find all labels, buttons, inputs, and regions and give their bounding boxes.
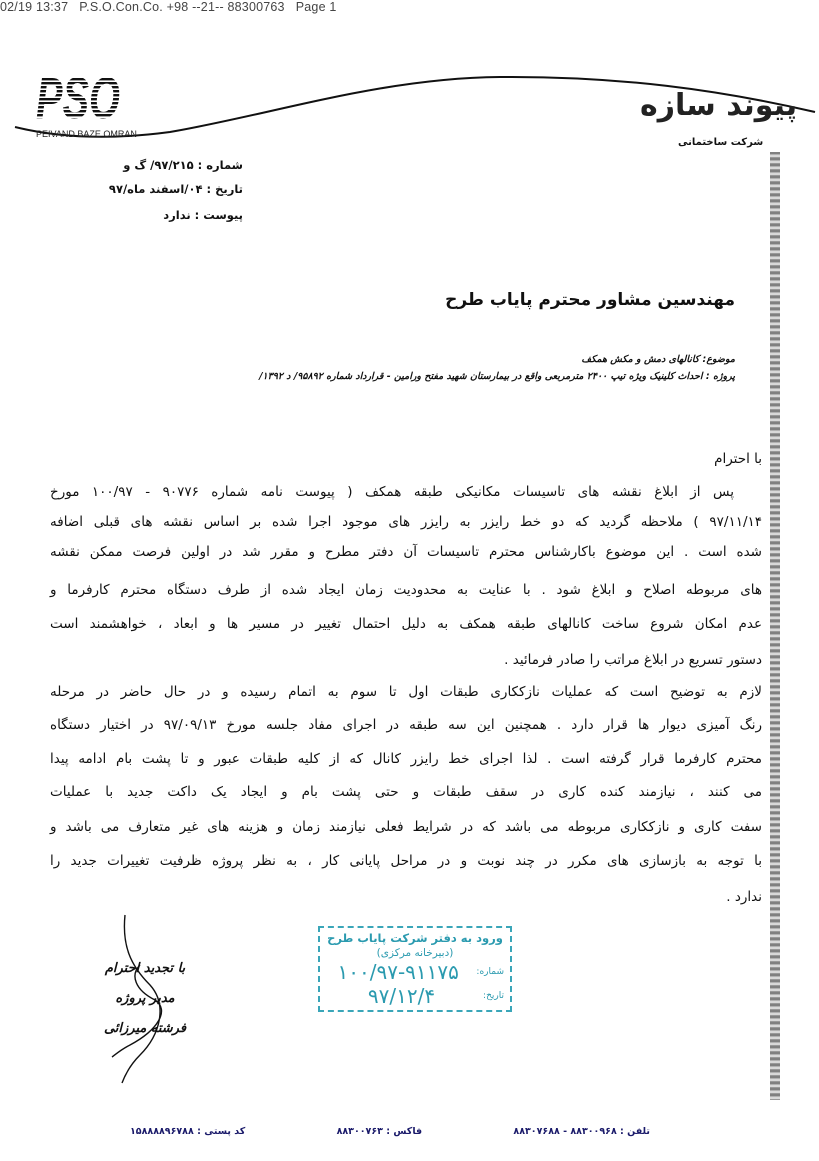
fax-transmission-header: 02/19 13:37 P.S.O.Con.Co. +98 --21-- 88300763 Page 1: [0, 0, 337, 14]
letter-number: شماره : ۹۷/۲۱۵/ گ و: [123, 158, 243, 172]
body-line: می کنند ، نیازمند کنده کاری در سقف طبقات و حتی پشت بام و ایجاد یک داکت جدید با عملیات: [50, 784, 762, 800]
body-line: سفت کاری و نازککاری مربوطه می باشد که در شرایط فعلی نیازمند زمان و هزینه های غیر متعارف می باشد و: [50, 819, 762, 835]
signature-closing: با تجدید احترام: [104, 961, 186, 976]
subject-line: موضوع: کانالهای دمش و مکش همکف: [581, 354, 735, 365]
footer: [130, 1125, 650, 1138]
body-line: محترم کارفرما قرار گرفته است . لذا اجرای خط رایزر کانال که از کلیه طبقات عبور و تا پشت بام ادامه پیدا: [50, 751, 762, 767]
footer-postal-code: کد پستی : ۱۵۸۸۸۸۹۶۷۸۸: [130, 1126, 246, 1137]
stamp-number-value: ۱۰۰/۹۷-۹۱۱۷۵: [337, 960, 459, 984]
body-line: شده است . این موضوع باکارشناس محترم تاسیسات آن دفتر مطرح و مقرر شد در اولین فرصت ممکن نقشه: [50, 544, 762, 560]
footer-fax: فاکس : ۸۸۳۰۰۷۶۳: [336, 1126, 423, 1137]
body-line: عدم امکان شروع ساخت کانالهای طبقه همکف به دلیل احتمال تغییر در مسیر ها و ابعاد ، خواهشمند است: [50, 616, 762, 632]
stamp-title: ورود به دفتر شرکت پایاب طرح: [327, 931, 503, 945]
stamp-subtitle: (دبیرخانه مرکزی): [376, 947, 454, 959]
body-line: های مربوطه اصلاح و ابلاغ شود . با عنایت به محدودیت زمان ایجاد شده از طرف دستگاه محترم کارفرما و: [50, 582, 762, 598]
body-line: رنگ آمیزی دیوار ها قرار دارد . همچنین این سه طبقه در اجرای مفاد جلسه مورخ ۹۷/۰۹/۱۳ در اختیار دستگاه: [50, 717, 762, 733]
company-logo-fa: پیوند سازه: [640, 88, 798, 123]
greeting: با احترام: [714, 451, 762, 467]
stamp-number-label: شماره:: [476, 967, 504, 977]
received-stamp: [318, 926, 512, 1012]
company-subtitle-fa: شرکت ساختمانی: [678, 137, 764, 148]
body-line: دستور تسریع در ابلاغ مراتب را صادر فرمائید .: [504, 652, 762, 668]
signature-role: مدیر پروژه: [115, 991, 175, 1006]
footer-phone: تلفن : ۸۸۳۰۰۹۶۸ - ۸۸۳۰۷۶۸۸: [513, 1126, 650, 1137]
body-line: لازم به توضیح است که عملیات نازککاری طبقات اول تا سوم به اتمام رسیده و در حال حاضر در مرحله: [50, 684, 762, 700]
body-line: با توجه به بازسازی های مکرر در چند نوبت و در مراحل پایانی کار ، به نظر پروژه ظرفیت تغییرات جدید را: [50, 853, 762, 869]
recipient-title: مهندسین مشاور محترم پایاب طرح: [445, 290, 735, 310]
letter-date: تاریخ : ۰۴/اسفند ماه/۹۷: [108, 182, 243, 196]
pso-logo: [36, 66, 120, 131]
stamp-date-value: ۹۷/۱۲/۴: [367, 984, 436, 1008]
svg-text:PSO: PSO: [36, 66, 120, 131]
stamp-date-label: تاریخ:: [483, 991, 504, 1001]
letter-attachment: پیوست : ندارد: [163, 208, 243, 222]
body-line: ندارد .: [726, 889, 762, 905]
project-line: پروژه : احداث کلینیک ویژه تیپ ۲۴۰۰ مترمربعی واقع در بیمارستان شهید مفتح ورامین - قرارداد شماره ۹۵۸۹۲/ د ۱۳۹۲/: [259, 371, 735, 382]
signature-name: فرشته میرزائی: [103, 1021, 187, 1036]
letter-body: [50, 450, 762, 920]
company-name-en: PEIVAND BAZE OMRAN: [36, 129, 137, 139]
body-line: پس از ابلاغ نقشه های تاسیسات مکانیکی طبقه همکف ( پیوست نامه شماره ۹۰۷۷۶ - ۱۰۰/۹۷ مورخ: [50, 484, 734, 500]
body-line: ۹۷/۱۱/۱۴ ) ملاحظه گردید که دو خط رایزر به رایزر های موجود اجرا شده بر اساس نقشه های قبلی اضافه: [50, 514, 762, 530]
scan-artifact-bar: [770, 152, 780, 1100]
